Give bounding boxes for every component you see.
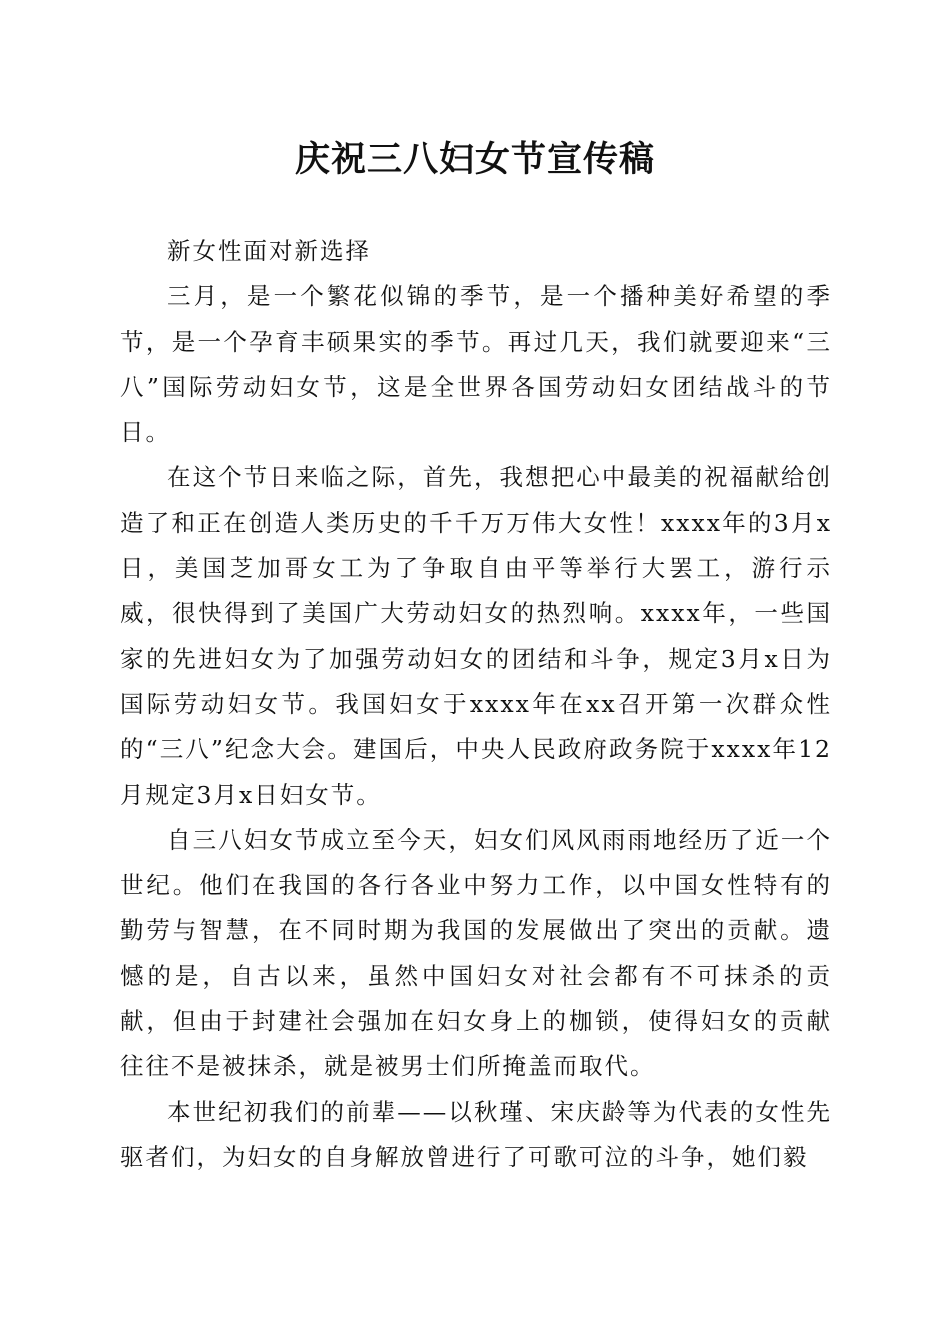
body-paragraph: 本世纪初我们的前辈——以秋瑾、宋庆龄等为代表的女性先驱者们，为妇女的自身解放曾进行了可歌可泣的斗争，她们毅 [120,1097,832,1171]
subtitle-paragraph: 新女性面对新选择 [167,237,371,265]
document-body [120,229,832,1180]
document-title: 庆祝三八妇女节宣传稿 [294,139,655,180]
body-paragraph: 自三八妇女节成立至今天，妇女们风风雨雨地经历了近一个世纪。他们在我国的各行各业中努力工作，以中国女性特有的勤劳与智慧，在不同时期为我国的发展做出了突出的贡献。遗憾的是，自古以来，虽然中国妇女对社会都有不可抹杀的贡献，但由于封建社会强加在妇女身上的枷锁，使得妇女的贡献往往不是被抹杀，就是被男士们所掩盖而取代。 [120,825,832,1081]
body-paragraph: 三月，是一个繁花似锦的季节，是一个播种美好希望的季节，是一个孕育丰硕果实的季节。再过几天，我们就要迎来“三八”国际劳动妇女节，这是全世界各国劳动妇女团结战斗的节日。 [120,282,832,447]
body-paragraph: 在这个节日来临之际，首先，我想把心中最美的祝福献给创造了和正在创造人类历史的千千万万伟大女性！xxxx年的3月x日，美国芝加哥女工为了争取自由平等举行大罢工，游行示威，很快得到了美国广大劳动妇女的热烈响。xxxx年，一些国家的先进妇女为了加强劳动妇女的团结和斗争，规定3月x日为国际劳动妇女节。我国妇女于xxxx年在xx召开第一次群众性的“三八”纪念大会。建国后，中央人民政府政务院于xxxx年12月规定3月x日妇女节。 [120,463,832,809]
